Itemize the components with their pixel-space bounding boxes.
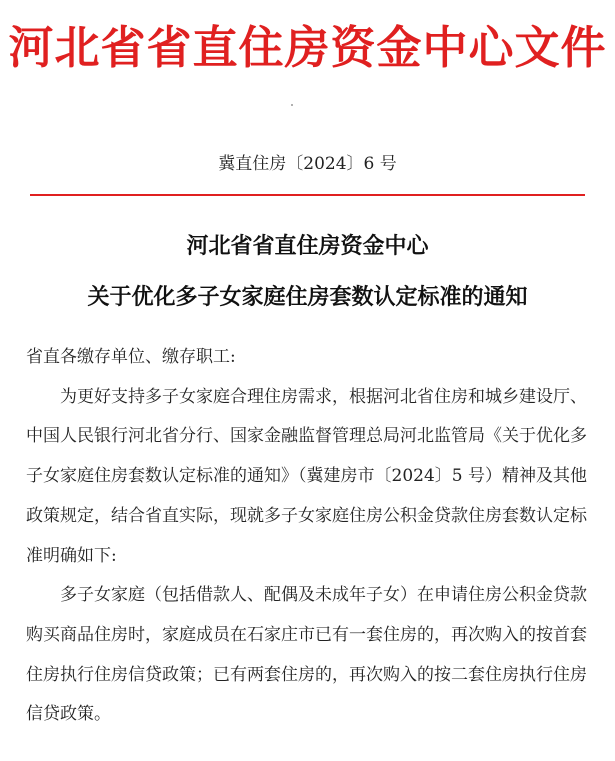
notice-title-line-1: 河北省省直住房资金中心 bbox=[186, 233, 429, 259]
notice-title-line-2: 关于优化多子女家庭住房套数认定标准的通知 bbox=[87, 284, 528, 310]
notice-body bbox=[26, 338, 601, 735]
document-number: 冀直住房〔2024〕6 号 bbox=[218, 154, 397, 174]
paragraph-1: 为更好支持多子女家庭合理住房需求，根据河北省住房和城乡建设厅、中国人民银行河北省分行、国家金融监督管理总局河北监管局《关于优化多子女家庭住房套数认定标准的通知》（冀建房市〔2024〕5 号）精神及其他政策规定，结合省直实际，现就多子女家庭住房公积金贷款住房套数认定标准明确如下: bbox=[26, 386, 587, 566]
paragraph-2: 多子女家庭（包括借款人、配偶及未成年子女）在申请住房公积金贷款购买商品住房时，家庭成员在石家庄市已有一套住房的，再次购入的按首套住房执行住房信贷政策；已有两套住房的，再次购入的按二套住房执行住房信贷政策。 bbox=[26, 585, 587, 725]
red-divider-line bbox=[30, 194, 585, 196]
document-header-title: 河北省省直住房资金中心文件 bbox=[8, 21, 607, 74]
salutation: 省直各缴存单位、缴存职工: bbox=[26, 347, 236, 367]
scan-speck bbox=[291, 104, 293, 106]
